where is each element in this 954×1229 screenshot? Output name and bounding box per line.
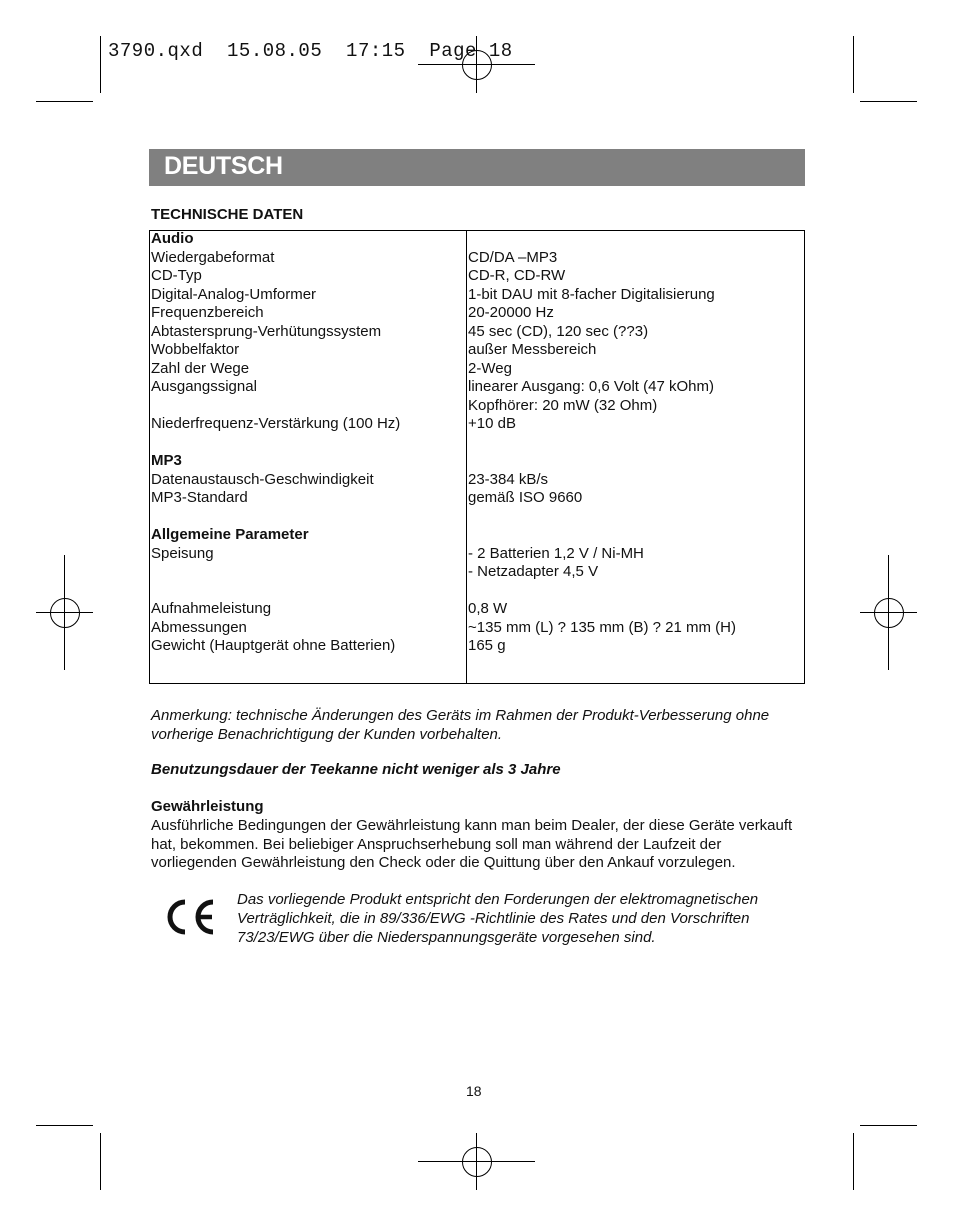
service-life-statement: Benutzungsdauer der Teekanne nicht weniger als 3 Jahre xyxy=(151,761,561,778)
table-row-value: außer Messbereich xyxy=(468,341,597,358)
page-number: 18 xyxy=(466,1083,482,1099)
table-row-label: Ausgangssignal xyxy=(151,378,257,395)
table-row-label: Digital-Analog-Umformer xyxy=(151,285,317,303)
table-row-label: Niederfrequenz-Verstärkung (100 Hz) xyxy=(151,415,401,432)
table-row-value: - Netzadapter 4,5 V xyxy=(468,563,599,580)
table-row-value: CD-R, CD-RW xyxy=(468,267,566,284)
print-slug: 3790.qxd 15.08.05 17:15 Page 18 xyxy=(108,40,513,62)
table-row-label: Abmessungen xyxy=(151,618,247,636)
table-row-value: Kopfhörer: 20 mW (32 Ohm) xyxy=(468,396,658,414)
ce-mark-icon xyxy=(163,898,217,936)
table-row-value: +10 dB xyxy=(468,415,516,432)
table-row-label: Frequenzbereich xyxy=(151,304,264,321)
warranty-text: Ausführliche Bedingungen der Gewährleistung kann man beim Dealer, der diese Geräte verkauft hat, bekommen. Bei beliebiger Anspruchserhebung soll man während der Laufzeit der vorliegenden Gewährleistung den Check oder die Quittung über den Ankauf vorzulegen. xyxy=(151,817,793,871)
table-row-label: Zahl der Wege xyxy=(151,359,250,377)
table-row-label: Speisung xyxy=(151,544,214,562)
table-row-value: gemäß ISO 9660 xyxy=(468,489,583,506)
language-banner xyxy=(149,149,805,186)
table-row-value: ~135 mm (L) ? 135 mm (B) ? 21 mm (H) xyxy=(468,618,736,636)
table-row-label: MP3-Standard xyxy=(151,489,248,506)
table-row-label: Datenaustausch-Geschwindigkeit xyxy=(151,470,374,488)
specifications-table xyxy=(149,230,805,684)
table-row-label: Wobbelfaktor xyxy=(151,341,240,358)
table-row-value: linearer Ausgang: 0,6 Volt (47 kOhm) xyxy=(468,378,714,395)
table-row-value: 45 sec (CD), 120 sec (??3) xyxy=(468,322,649,340)
table-group-heading: MP3 xyxy=(151,452,182,469)
table-column-divider xyxy=(466,231,467,683)
table-row-value: 165 g xyxy=(468,637,506,654)
section-title: TECHNISCHE DATEN xyxy=(151,206,304,223)
table-row-label: CD-Typ xyxy=(151,267,202,284)
banner-title: DEUTSCH xyxy=(164,152,283,180)
table-row-value: 20-20000 Hz xyxy=(468,304,554,321)
table-row-value: 0,8 W xyxy=(468,600,508,617)
table-group-heading: Audio xyxy=(151,230,194,247)
table-group-heading: Allgemeine Parameter xyxy=(151,526,309,543)
ce-conformity-text: Das vorliegende Produkt entspricht den Forderungen der elektromagnetischen Verträglichkeit, die in 89/336/EWG -Richtlinie des Rates und den Vorschriften 73/23/EWG über die Niederspannungsgeräte vorgesehen sind. xyxy=(237,891,759,946)
table-row-label: Wiedergabeformat xyxy=(151,248,275,266)
table-row-value: 2-Weg xyxy=(468,359,512,377)
table-row-value: - 2 Batterien 1,2 V / Ni-MH xyxy=(468,544,644,562)
table-row-label: Gewicht (Hauptgerät ohne Batterien) xyxy=(151,637,396,654)
table-row-value: CD/DA –MP3 xyxy=(468,248,558,266)
table-row-value: 23-384 kB/s xyxy=(468,470,549,488)
warranty-heading: Gewährleistung xyxy=(151,798,264,815)
table-row-value: 1-bit DAU mit 8-facher Digitalisierung xyxy=(468,285,715,303)
change-note: Anmerkung: technische Änderungen des Geräts im Rahmen der Produkt-Verbesserung ohne vorherige Benachrichtigung der Kunden vorbehalten. xyxy=(151,707,770,743)
table-row-label: Aufnahmeleistung xyxy=(151,600,272,617)
table-row-label: Abtastersprung-Verhütungssystem xyxy=(151,322,382,340)
